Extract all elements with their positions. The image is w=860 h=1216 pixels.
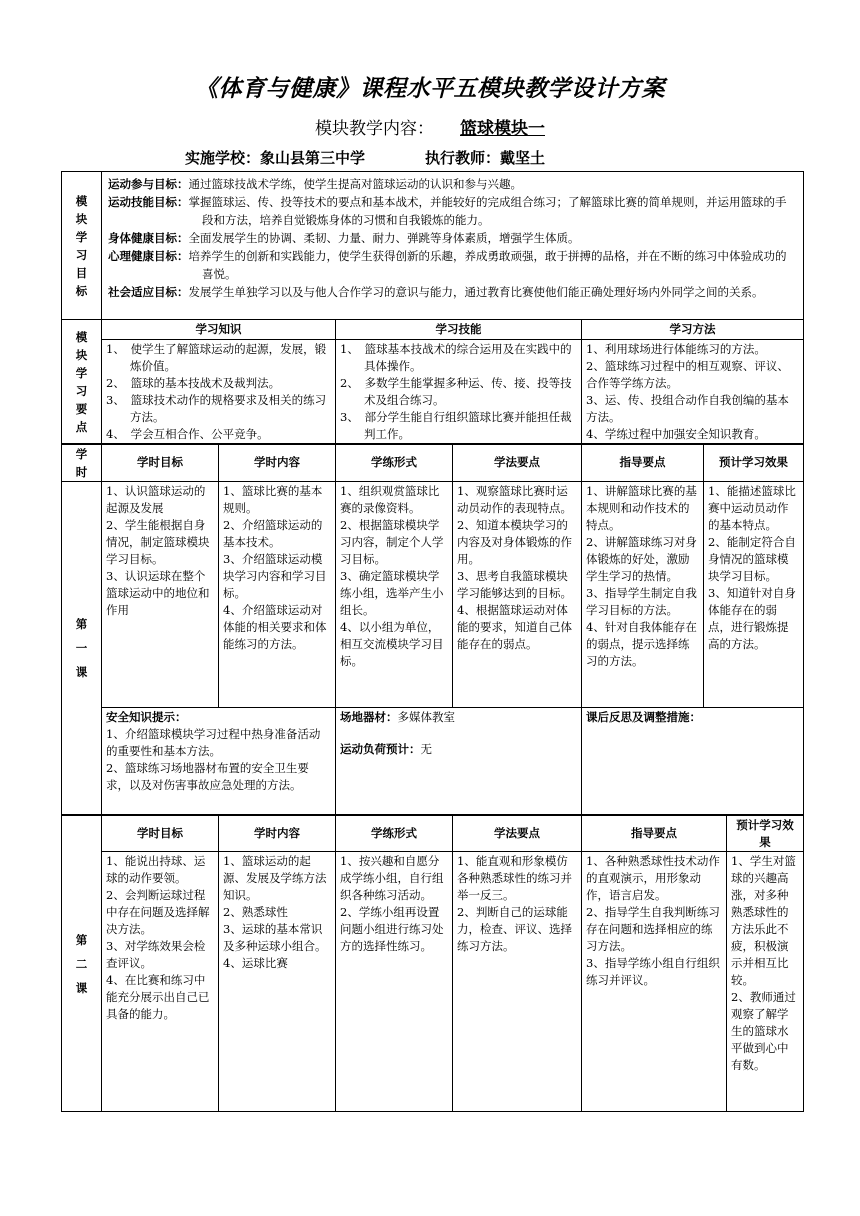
methods-cell: 1、利用球场进行体能练习的方法。 2、篮球练习过程中的相互观察、评议、合作等学练方法。 3、运、传、投组合动作自我创编的基本方法。 4、学练过程中加强安全知识教育。 <box>582 340 804 445</box>
lesson2-method: 1、能直观和形象模仿各种熟悉球性的练习并举一反三。 2、判断自己的运球能力，检查、评议、选择练习方法。 <box>453 852 582 1112</box>
knowledge-cell: 1、 使学生了解篮球运动的起源，发展，锻炼价值。 2、 篮球的基本技战术及裁判法。 3、 篮球技术动作的规格要求及相关的练习方法。 4、 学会互相合作、公平竞争。 <box>102 340 336 445</box>
col-guide: 指导要点 <box>582 444 704 482</box>
col-form: 学练形式 <box>336 444 453 482</box>
header-methods: 学习方法 <box>582 320 804 340</box>
col-goal: 学时目标 <box>102 444 219 482</box>
goal-social: 社会适应目标：发展学生单独学习以及与他人合作学习的意识与能力，通过教育比赛使他们能正确处理好场内外同学之间的关系。 <box>108 285 764 299</box>
lesson2-effect: 1、学生对篮球的兴趣高涨，对多种熟悉球性的方法乐此不疲，积极演示并相互比较。 2、教师通过观察了解学生的篮球水平做到心中有数。 <box>727 852 804 1112</box>
lesson2-label: 第二课 <box>62 816 102 1112</box>
lesson1-effect: 1、能描述篮球比赛中运动员动作的基本特点。 2、能制定符合自身情况的篮球模块学习目标。 3、知道针对自身体能存在的弱点，进行锻炼提高的方法。 <box>704 482 804 708</box>
header-knowledge: 学习知识 <box>102 320 336 340</box>
hours-label: 学时 <box>62 444 102 482</box>
teacher-name: 执行教师：戴坚土 <box>425 149 546 167</box>
goal-physical: 身体健康目标：全面发展学生的协调、柔韧、力量、耐力、弹跳等身体素质，增强学生体质。 <box>108 231 580 245</box>
l2-col-method: 学法要点 <box>453 816 582 852</box>
lesson2-goal: 1、能说出持球、运球的动作要领。 2、会判断运球过程中存在问题及选择解决方法。 3、对学练效果会检查评议。 4、在比赛和练习中能充分展示出自己已具备的能力。 <box>102 852 219 1112</box>
goal-skill: 运动技能目标：掌握篮球运、传、投等技术的要点和基本战术，并能较好的完成组合练习；了解篮球比赛的简单规则，并运用篮球的手段和方法，培养自觉锻炼身体的习惯和自我锻炼的能力。 <box>108 195 787 227</box>
goals-label: 模块学习目标 <box>62 172 102 320</box>
goals-cell <box>102 172 804 320</box>
goal-mental: 心理健康目标：培养学生的创新和实践能力，使学生获得创新的乐趣，养成勇敢顽强，敢于拼搏的品格，并在不断的练习中体验成功的喜悦。 <box>108 249 787 281</box>
module-line <box>0 114 860 139</box>
col-content: 学时内容 <box>219 444 336 482</box>
col-effect: 预计学习效果 <box>704 444 804 482</box>
lesson1-guide: 1、讲解篮球比赛的基本规则和动作技术的特点。 2、讲解篮球练习对身体锻炼的好处，激励学生学习的热情。 3、指导学生制定自我学习目标的方法。 4、针对自我体能存在的弱点，提示选择练习的方法。 <box>582 482 704 708</box>
header-skills: 学习技能 <box>336 320 582 340</box>
lesson1-reflection: 课后反思及调整措施： <box>582 708 804 815</box>
module-label: 模块教学内容： <box>315 119 434 139</box>
lesson1-equipment: 场地器材：多媒体教室 运动负荷预计：无 <box>336 708 582 815</box>
essentials-label: 模块学习要点 <box>62 320 102 445</box>
lesson2-content: 1、篮球运动的起源、发展及学练方法知识。 2、熟悉球性 3、运球的基本常识及多种运球小组合。 4、运球比赛 <box>219 852 336 1112</box>
page-title: 《体育与健康》课程水平五模块教学设计方案 <box>195 76 665 102</box>
l2-col-form: 学练形式 <box>336 816 453 852</box>
module-table <box>61 171 804 445</box>
lesson1-label: 第一课 <box>62 482 102 815</box>
lesson2-guide: 1、各种熟悉球性技术动作的直观演示，用形象动作，语言启发。 2、指导学生自我判断练习存在问题和选择相应的练习方法。 3、指导学练小组自行组织练习并评议。 <box>582 852 727 1112</box>
lesson1-form: 1、组织观赏篮球比赛的录像资料。 2、根据篮球模块学习内容，制定个人学习目标。 3、确定篮球模块学练小组，选举产生小组长。 4、以小组为单位，相互交流模块学习目标。 <box>336 482 453 708</box>
l2-col-goal: 学时目标 <box>102 816 219 852</box>
l2-col-content: 学时内容 <box>219 816 336 852</box>
lesson2-table <box>61 815 804 1112</box>
module-value: 篮球模块一 <box>460 119 545 139</box>
lesson1-goal: 1、认识篮球运动的起源及发展 2、学生能根据自身情况，制定篮球模块学习目标。 3、认识运球在整个篮球运动中的地位和作用 <box>102 482 219 708</box>
lesson2-form: 1、按兴趣和自愿分成学练小组，自行组织各种练习活动。 2、学练小组再设置问题小组进行练习处方的选择性练习。 <box>336 852 453 1112</box>
lesson1-method: 1、观察篮球比赛时运动员动作的表现特点。 2、知道本模块学习的内容及对身体锻炼的作用。 3、思考自我篮球模块学习能够达到的目标。 4、根据篮球运动对体能的要求，知道自己体能存在的弱点。 <box>453 482 582 708</box>
lesson1-content: 1、篮球比赛的基本规则。 2、介绍篮球运动的基本技术。 3、介绍篮球运动模块学习内容和学习目标。 4、介绍篮球运动对体能的相关要求和体能练习的方法。 <box>219 482 336 708</box>
skills-cell: 1、 篮球基本技战术的综合运用及在实践中的具体操作。 2、 多数学生能掌握多种运、传、接、投等技术及组合练习。 3、 部分学生能自行组织篮球比赛并能担任裁判工作。 <box>336 340 582 445</box>
lesson1-table <box>61 443 804 815</box>
school-teacher-line <box>185 147 605 168</box>
l2-col-effect: 预计学习效果 <box>727 816 804 852</box>
l2-col-guide: 指导要点 <box>582 816 727 852</box>
col-method: 学法要点 <box>453 444 582 482</box>
goal-participation: 运动参与目标：通过篮球技战术学练，使学生提高对篮球运动的认识和参与兴趣。 <box>108 177 522 191</box>
school-name: 实施学校：象山县第三中学 <box>185 149 366 167</box>
lesson1-safety: 安全知识提示： 1、介绍篮球模块学习过程中热身准备活动的重要性和基本方法。 2、篮球练习场地器材布置的安全卫生要求，以及对伤害事故应急处理的方法。 <box>102 708 336 815</box>
